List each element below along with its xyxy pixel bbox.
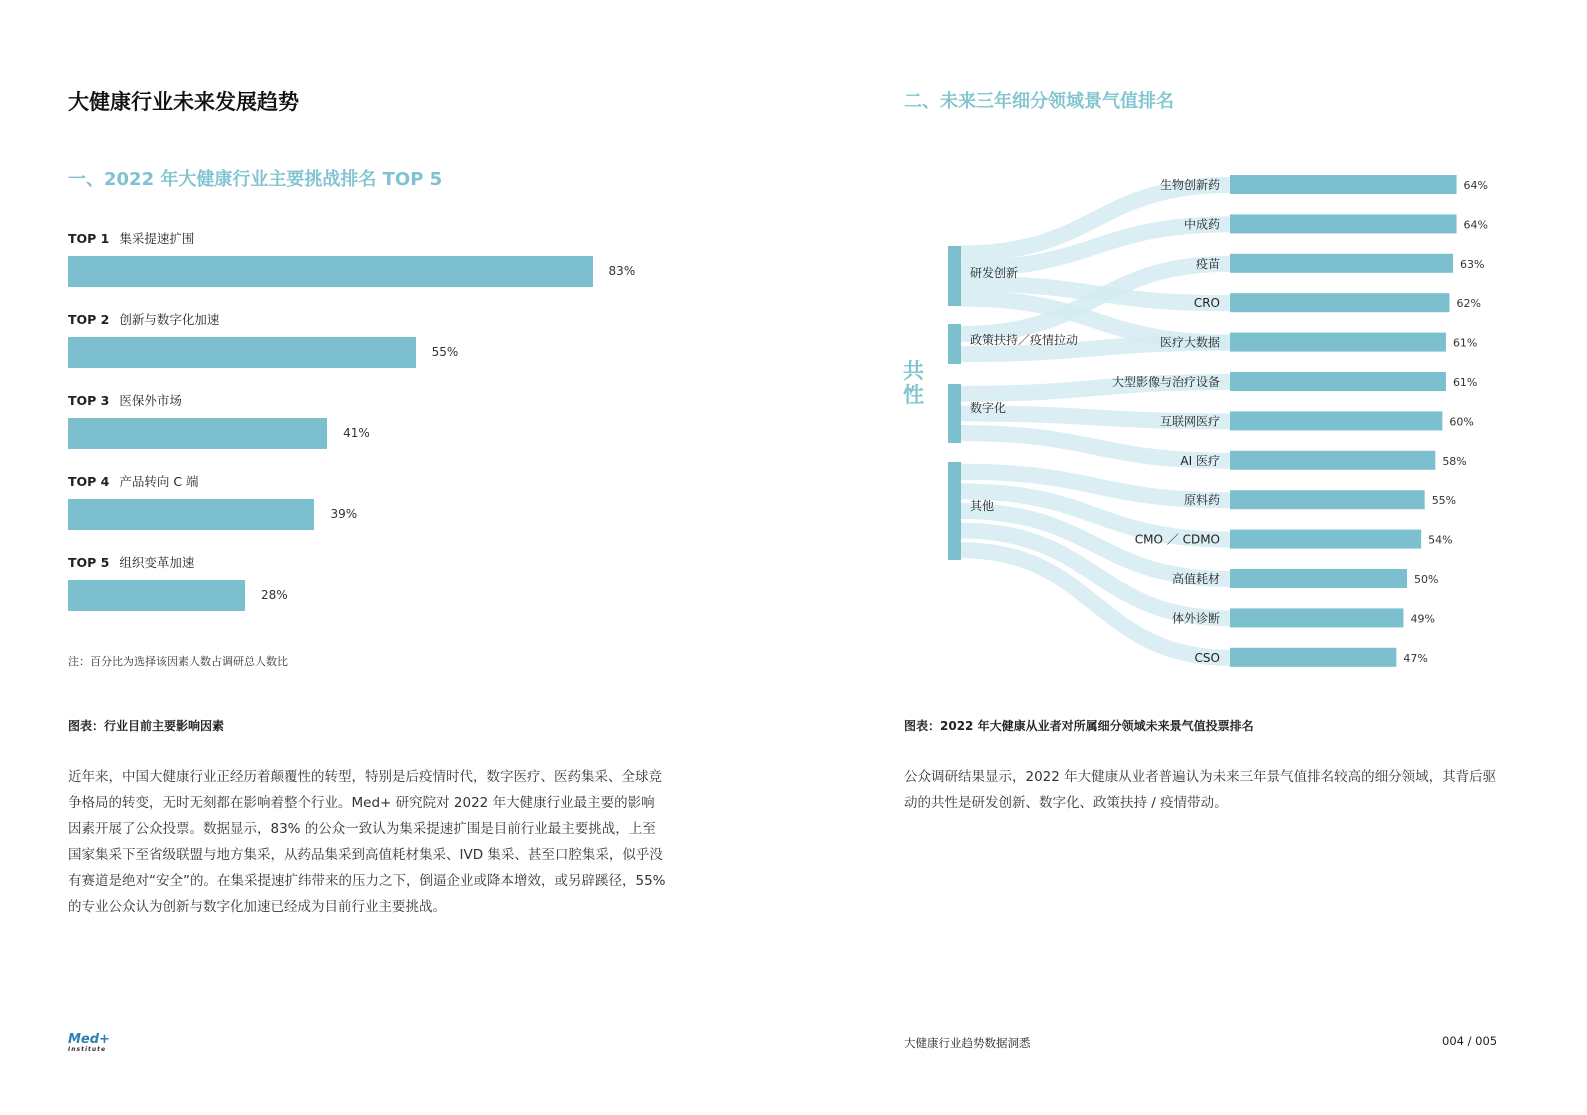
challenge-rank: TOP 1 (68, 231, 110, 246)
sankey-source-node (948, 384, 961, 443)
challenge-bar (68, 418, 327, 449)
logo-sub: Institute (68, 1046, 107, 1053)
challenge-rank: TOP 3 (68, 393, 110, 408)
sector-bar (1230, 608, 1403, 627)
challenge-name: 组织变革加速 (119, 555, 195, 570)
right-paragraph: 公众调研结果显示，2022 年大健康从业者普遍认为未来三年景气值排名较高的细分领域，其背后驱动的共性是研发创新、数字化、政策扶持 / 疫情带动。 (904, 769, 1497, 811)
sector-label: 原料药 (1183, 493, 1220, 508)
sector-label: AI 医疗 (1180, 453, 1220, 468)
challenge-label (68, 391, 182, 409)
challenge-name: 集采提速扩围 (119, 231, 195, 246)
sector-bar (1230, 372, 1446, 391)
sector-label: 大型影像与治疗设备 (1111, 375, 1220, 389)
sector-value: 64% (1463, 218, 1489, 232)
side-label-char: 共 (903, 359, 924, 383)
sector-label: 生物创新药 (1159, 178, 1220, 192)
challenge-bar (68, 337, 416, 368)
page-title: 大健康行业未来发展趋势 (68, 90, 299, 114)
challenge-value: 41% (343, 426, 370, 440)
challenge-bar (68, 499, 314, 530)
sector-value: 49% (1410, 612, 1435, 626)
challenge-value: 83% (608, 264, 636, 278)
sankey-source-node (948, 324, 961, 364)
sankey-source-label: 数字化 (970, 401, 1007, 415)
sector-bar (1230, 175, 1457, 194)
sankey-source-label: 研发创新 (970, 266, 1019, 280)
challenge-label (68, 310, 219, 328)
sankey-source-label: 其他 (970, 499, 995, 513)
sector-bar (1230, 254, 1453, 273)
sector-bar (1230, 411, 1442, 430)
side-label-char: 性 (903, 383, 924, 407)
sector-bar (1230, 451, 1435, 470)
challenge-rank: TOP 4 (68, 474, 110, 489)
sector-label: 疫苗 (1195, 256, 1220, 271)
left-paragraph: 近年来，中国大健康行业正经历着颠覆性的转型，特别是后疫情时代，数字医疗、医药集采、全球竞争格局的转变，无时无刻都在影响着整个行业。Med+ 研究院对 2022 年大健康行业最主要的影响因素开展了公众投票。数据显示，83% 的公众一致认为集采提速扩围是目前行业最主要挑战，上至国家集采下至省级联盟与地方集采，从药品集采到高值耗材集采、IVD 集采、甚至口腔集采，似乎没有赛道是绝对“安全”的。在集采提速扩纬带来的压力之下，倒逼企业或降本增效，或另辟蹊径，55% 的专业公众认为创新与数字化加速已经成为目前行业主要挑战。 (68, 769, 666, 915)
sector-value: 62% (1456, 297, 1481, 311)
challenge-name: 医保外市场 (119, 393, 182, 408)
footer-title: 大健康行业趋势数据洞悉 (904, 1036, 1031, 1050)
challenge-rank: TOP 2 (68, 312, 110, 327)
sector-bar (1230, 569, 1407, 588)
sector-bar (1230, 333, 1446, 352)
sector-label: CSO (1194, 650, 1220, 665)
challenge-name: 创新与数字化加速 (119, 312, 220, 327)
challenge-label (68, 229, 194, 247)
sector-value: 60% (1449, 415, 1474, 429)
medplus-logo (68, 1032, 110, 1055)
sector-value: 63% (1460, 257, 1485, 271)
page-numbers: 004 / 005 (1442, 1034, 1498, 1048)
challenge-label (68, 553, 194, 571)
sector-label: 体外诊断 (1171, 611, 1220, 626)
challenge-value: 55% (431, 345, 459, 359)
left-caption: 图表：行业目前主要影响因素 (68, 719, 225, 733)
challenge-value: 28% (260, 588, 288, 602)
sankey-source-node (948, 462, 961, 560)
sector-value: 64% (1463, 179, 1489, 192)
sector-value: 61% (1452, 336, 1478, 350)
challenge-bar (68, 580, 245, 611)
sector-label: CMO ／ CDMO (1134, 532, 1220, 547)
sector-value: 58% (1442, 454, 1467, 468)
left-section-title: 一、2022 年大健康行业主要挑战排名 TOP 5 (68, 169, 443, 190)
sector-value: 61% (1452, 376, 1478, 389)
sector-label: 互联网医疗 (1159, 414, 1220, 429)
sector-value: 55% (1431, 494, 1457, 508)
sector-bar (1230, 530, 1421, 549)
sector-label: 中成药 (1183, 217, 1220, 232)
sector-bar (1230, 293, 1449, 312)
left-note: 注：百分比为选择该因素人数占调研总人数比 (68, 655, 288, 668)
sector-label: 医疗大数据 (1159, 335, 1220, 350)
right-caption: 图表：2022 年大健康从业者对所属细分领域未来景气值投票排名 (904, 719, 1254, 733)
challenge-value: 39% (330, 507, 358, 521)
challenge-bar (68, 256, 593, 287)
sector-value: 47% (1403, 651, 1428, 665)
challenge-rank: TOP 5 (68, 555, 110, 570)
sector-value: 50% (1414, 573, 1439, 586)
challenge-label (68, 472, 199, 490)
right-section-title: 二、未来三年细分领域景气值排名 (904, 91, 1174, 112)
sector-bar (1230, 214, 1457, 233)
sector-label: CRO (1193, 296, 1220, 311)
sector-sankey-chart (890, 150, 1520, 670)
sankey-source-node (948, 246, 961, 306)
sankey-source-label: 政策扶持／疫情拉动 (970, 333, 1079, 347)
sector-value: 54% (1428, 533, 1453, 547)
sector-label: 高值耗材 (1171, 572, 1220, 586)
sector-bar (1230, 648, 1396, 667)
sector-bar (1230, 490, 1425, 509)
challenge-name: 产品转向 C 端 (119, 474, 199, 489)
logo-main: Med+ (68, 1032, 110, 1047)
